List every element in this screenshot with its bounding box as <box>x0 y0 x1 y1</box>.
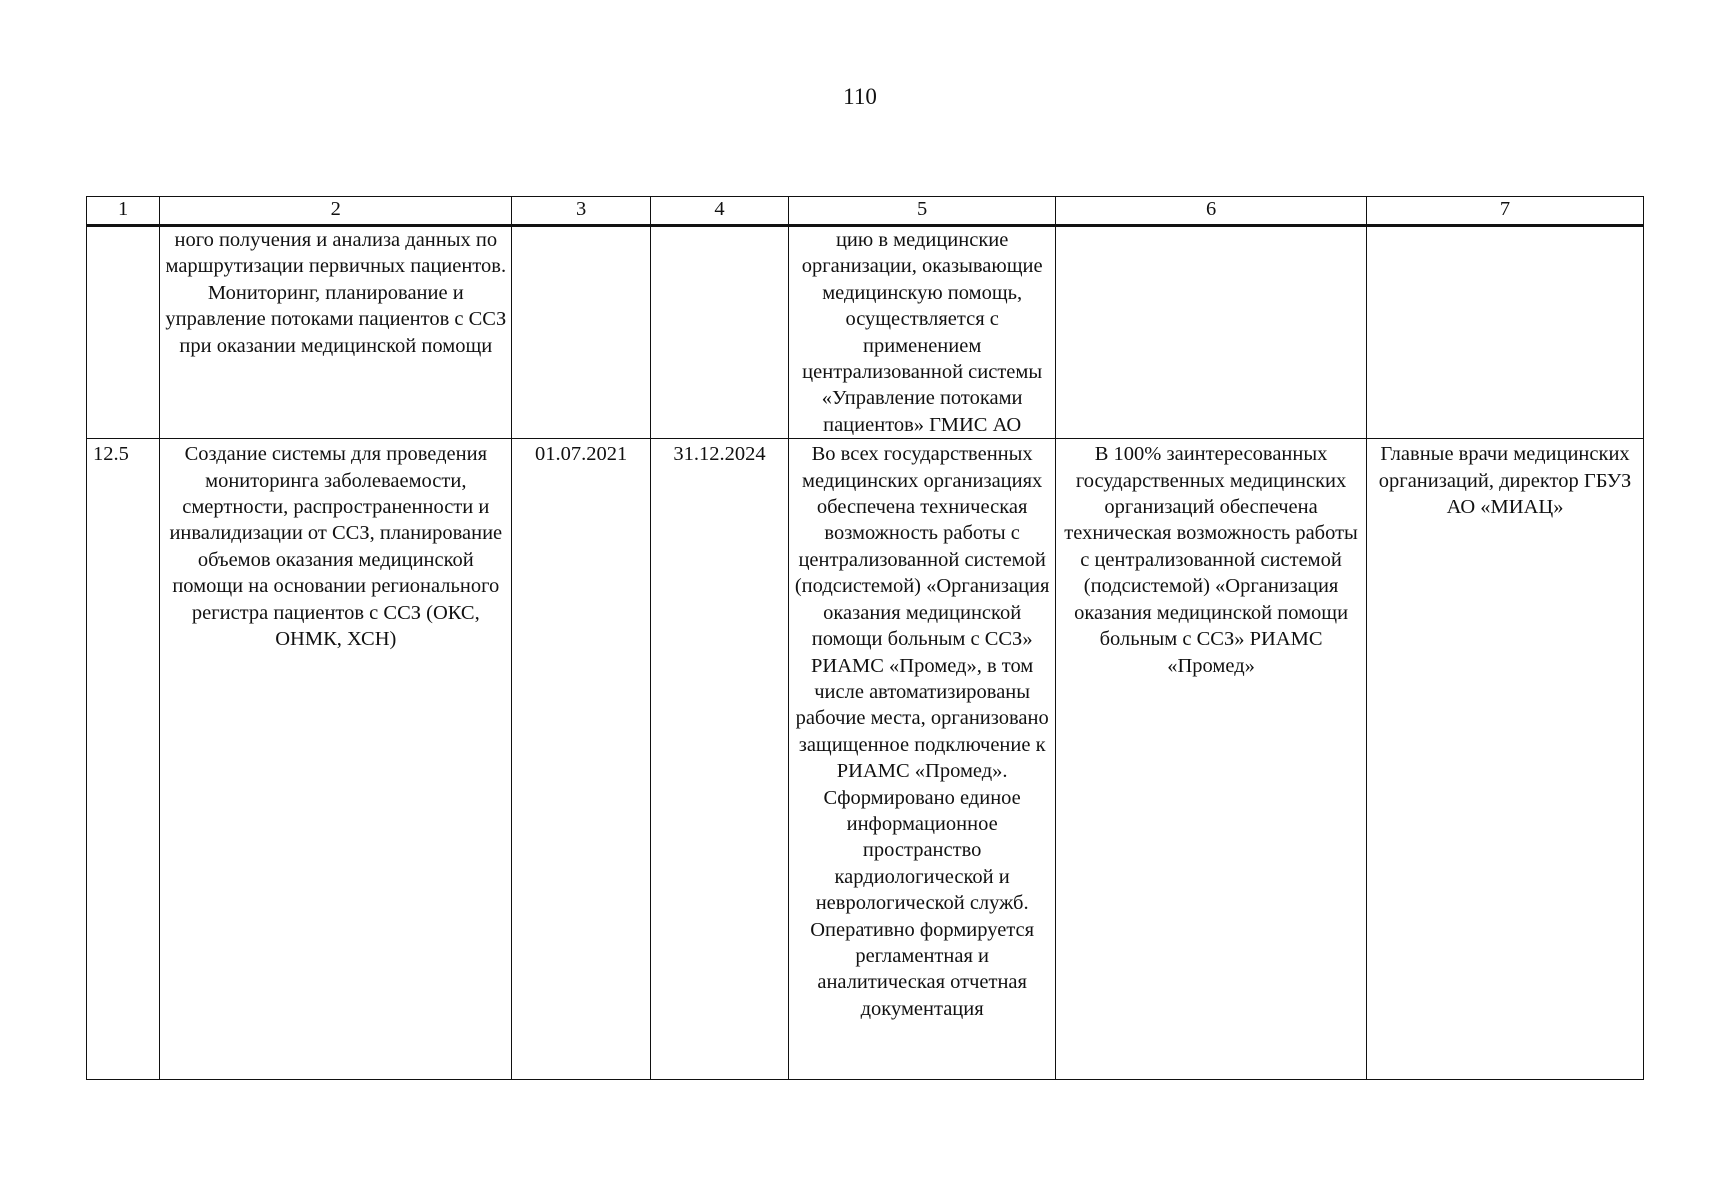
cell-start-date <box>512 226 650 439</box>
cell-name: Создание системы для проведения мониторинга заболеваемости, смертности, распространенности и инвалидизации от ССЗ, планирование объемов оказания медицинской помощи на основании регионального регистра пациентов с ССЗ (ОКС, ОНМК, ХСН) <box>160 439 512 1080</box>
cell-result: Во всех государственных медицинских организациях обеспечена техническая возможность работы с централизованной системой (подсистемой) «Организация оказания медицинской помощи больным с ССЗ» РИАМС «Промед», в том числе автоматизированы рабочие места, организовано защищенное подключение к РИАМС «Промед». Сформировано единое информационное пространство кардиологической и неврологической служб. Оперативно формируется регламентная и аналитическая отчетная документация <box>789 439 1056 1080</box>
cell-responsible: Главные врачи медицинских организаций, директор ГБУЗ АО «МИАЦ» <box>1367 439 1644 1080</box>
plan-table <box>86 196 1644 1080</box>
cell-indicator <box>1056 226 1367 439</box>
header-row <box>87 197 1644 226</box>
cell-end-date: 31.12.2024 <box>650 439 788 1080</box>
column-header: 4 <box>650 197 788 226</box>
column-header: 5 <box>789 197 1056 226</box>
cell-end-date <box>650 226 788 439</box>
cell-start-date: 01.07.2021 <box>512 439 650 1080</box>
column-header: 3 <box>512 197 650 226</box>
cell-indicator: В 100% заинтересованных государственных медицинских организаций обеспечена техническая возможность работы с централизованной системой (подсистемой) «Организация оказания медицинской помощи больным с ССЗ» РИАМС «Промед» <box>1056 439 1367 1080</box>
column-header: 6 <box>1056 197 1367 226</box>
cell-number: 12.5 <box>87 439 160 1080</box>
cell-name: ного получения и анализа данных по маршрутизации первичных пациентов. Мониторинг, планирование и управление потоками пациентов с ССЗ при оказании медицинской помощи <box>160 226 512 439</box>
column-header: 7 <box>1367 197 1644 226</box>
cell-result: цию в медицинские организации, оказывающие медицинскую помощь, осуществляется с применением централизованной системы «Управление потоками пациентов» ГМИС АО <box>789 226 1056 439</box>
page-number: 110 <box>843 84 877 109</box>
cell-number <box>87 226 160 439</box>
table-row-12-5 <box>87 439 1644 1080</box>
table-row-continued <box>87 226 1644 439</box>
cell-responsible <box>1367 226 1644 439</box>
column-header: 1 <box>87 197 160 226</box>
column-header: 2 <box>160 197 512 226</box>
